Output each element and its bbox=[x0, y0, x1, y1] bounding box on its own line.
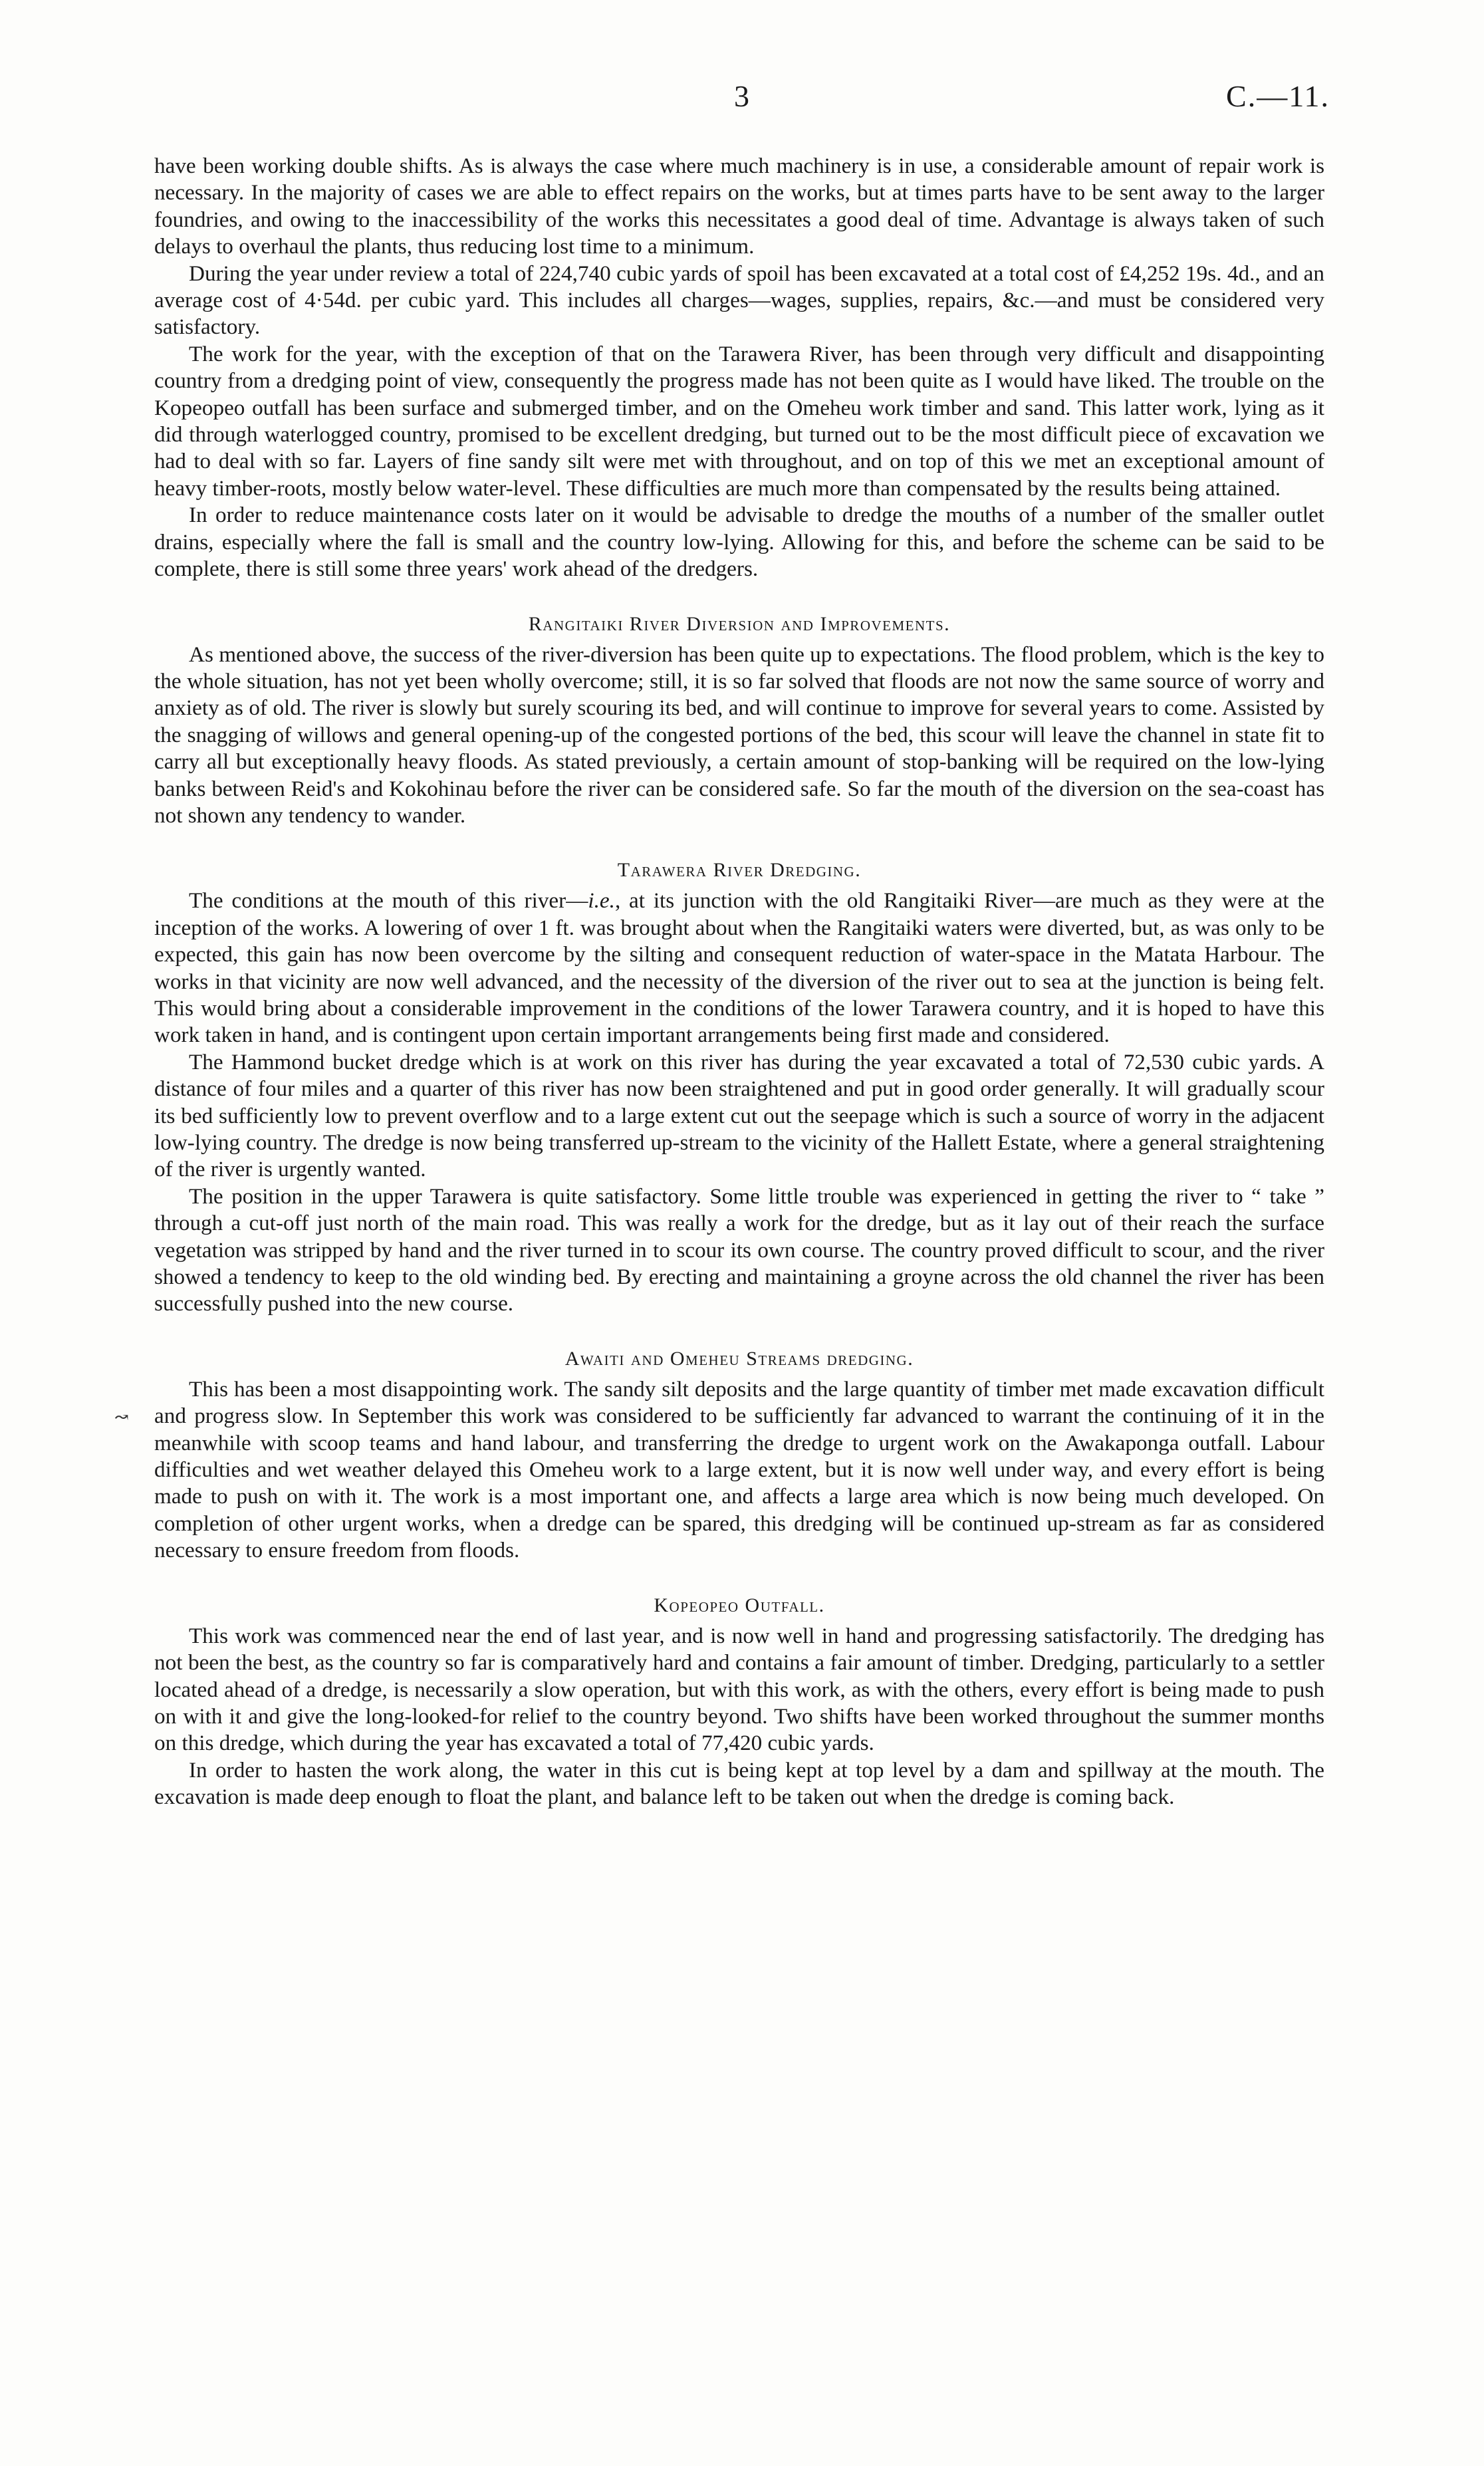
page-number: 3 bbox=[734, 79, 750, 113]
section-heading: Rangitaiki River Diversion and Improvements. bbox=[528, 612, 951, 635]
intro-section bbox=[154, 153, 1324, 583]
paragraph: In order to reduce maintenance costs later on it would be advisable to dredge the mouths of a number of the smaller outlet drains, especially where the fall is small and the country low-lying. Allowing for this, and before the scheme can be said to be complete, there is still some three years' work ahead of the dredgers. bbox=[154, 503, 1324, 582]
text-run: The conditions at the mouth of this river— bbox=[189, 888, 588, 914]
margin-mark-icon: ↝ bbox=[114, 1408, 129, 1427]
paragraph: have been working double shifts. As is always the case where much machinery is in use, a considerable amount of repair work is necessary. In the majority of cases we are able to effect repairs on the works, but at times parts have to be sent away to the larger foundries, and owing to the inaccessibility of the works this necessitates a good deal of time. Advantage is always taken of such delays to overhaul the plants, thus reducing lost time to a minimum. bbox=[154, 154, 1324, 259]
rangitaiki-section bbox=[154, 611, 1324, 830]
document-body bbox=[154, 153, 1324, 1811]
paragraph: This has been a most disappointing work. The sandy silt deposits and the large quantity of timber met made excavation difficult and progress slow. In September this work was considered to be sufficiently far advanced to warrant the continuing of it in the meanwhile with scoop teams and hand labour, and transferring the dredge to urgent work on the Awakaponga outfall. Labour difficulties and wet weather delayed this Omeheu work to a large extent, but it is now well under way, and every effort is being made to push on with it. The work is a most important one, and affects a large area which is now being much developed. On completion of other urgent works, when a dredge can be spared, this dredging will be continued up-stream as far as considered necessary to ensure freedom from floods. bbox=[154, 1376, 1324, 1563]
paragraph: In order to hasten the work along, the water in this cut is being kept at top level by a dam and spillway at the mouth. The excavation is made deep enough to float the plant, and balance left to be taken out when the dredge is coming back. bbox=[154, 1757, 1324, 1810]
section-heading: Awaiti and Omeheu Streams dredging. bbox=[564, 1347, 914, 1370]
italic-abbreviation: i.e. bbox=[588, 888, 615, 914]
paragraph: The Hammond bucket dredge which is at work on this river has during the year excavated a total of 72,530 cubic yards. A distance of four miles and a quarter of this river has now been straightened and put in good order generally. It will gradually scour its bed sufficiently low to prevent overflow and to a large extent cut out the seepage which is such a source of worry in the adjacent low-lying country. The dredge is now being transferred up-stream to the vicinity of the Hallett Estate, where a general straightening of the river is urgently wanted. bbox=[154, 1049, 1324, 1182]
text-run: , at its junction with the old Rangitaiki River—are much as they were at the inception of the works. A lowering of over 1 ft. was brought about when the Rangitaiki waters were diverted, but, as was only to be expected, this gain has now been overcome by the silting and consequent reduction of water-space in the Matata Harbour. The works in that vicinity are now well advanced, and the necessity of the diversion of the river out to sea at the junction is being felt. This would bring about a considerable improvement in the conditions of the lower Tarawera country, and it is hoped to have this work taken in hand, and is contingent upon certain important arrangements being first made and considered. bbox=[154, 888, 1324, 1048]
section-heading: Kopeopeo Outfall. bbox=[654, 1594, 825, 1616]
awaiti-section bbox=[154, 1346, 1324, 1564]
paragraph: The work for the year, with the exception of that on the Tarawera River, has been through very difficult and disappointing country from a dredging point of view, consequently the progress made has not been quite as I would have liked. The trouble on the Kopeopeo outfall has been surface and submerged timber, and on the Omeheu work timber and sand. This latter work, lying as it did through waterlogged country, promised to be excellent dredging, but turned out to be the most difficult piece of excavation we had to deal with so far. Layers of fine sandy silt were met with throughout, and on top of this we met an exceptional amount of heavy timber-roots, mostly below water-level. These difficulties are much more than compensated by the results being attained. bbox=[154, 341, 1324, 501]
kopeopeo-section bbox=[154, 1592, 1324, 1811]
paragraph: As mentioned above, the success of the river-diversion has been quite up to expectations. The flood problem, which is the key to the whole situation, has not yet been wholly overcome; still, it is so far solved that floods are not now the same source of worry and anxiety as of old. The river is slowly but surely scouring its bed, and will continue to improve for several years to come. Assisted by the snagging of willows and general opening-up of the congested portions of the bed, this scour will leave the channel in state fit to carry all but exceptionally heavy floods. As stated previously, a certain amount of stop-banking will be required on the low-lying banks between Reid's and Kokohinau before the river can be considered safe. So far the mouth of the diversion on the sea-coast has not shown any tendency to wander. bbox=[154, 642, 1324, 828]
paragraph: The position in the upper Tarawera is quite satisfactory. Some little trouble was experienced in getting the river to “ take ” through a cut-off just north of the main road. This was really a work for the dredge, but as it lay out of their reach the surface vegetation was stripped by hand and the river turned in to scour its own course. The country proved difficult to scour, and the river showed a tendency to keep to the old winding bed. By erecting and maintaining a groyne across the old channel the river has been successfully pushed into the new course. bbox=[154, 1183, 1324, 1316]
document-code: C.—11. bbox=[1226, 79, 1330, 113]
paragraph: This work was commenced near the end of last year, and is now well in hand and progressing satisfactorily. The dredging has not been the best, as the country so far is comparatively hard and contains a fair amount of timber. Dredging, particularly to a settler located ahead of a dredge, is necessarily a slow operation, but with this work, as with the others, every effort is being made to push on with it and give the long-looked-for relief to the country beyond. Two shifts have been worked throughout the summer months on this dredge, which during the year has excavated a total of 77,420 cubic yards. bbox=[154, 1623, 1324, 1756]
tarawera-section bbox=[154, 857, 1324, 1318]
paragraph: During the year under review a total of 224,740 cubic yards of spoil has been excavated at a total cost of £4,252 19s. 4d., and an average cost of 4·54d. per cubic yard. This includes all charges—wages, supplies, repairs, &c.—and must be considered very satisfactory. bbox=[154, 261, 1324, 340]
paragraph bbox=[154, 888, 1324, 1048]
section-heading: Tarawera River Dredging. bbox=[617, 859, 862, 882]
